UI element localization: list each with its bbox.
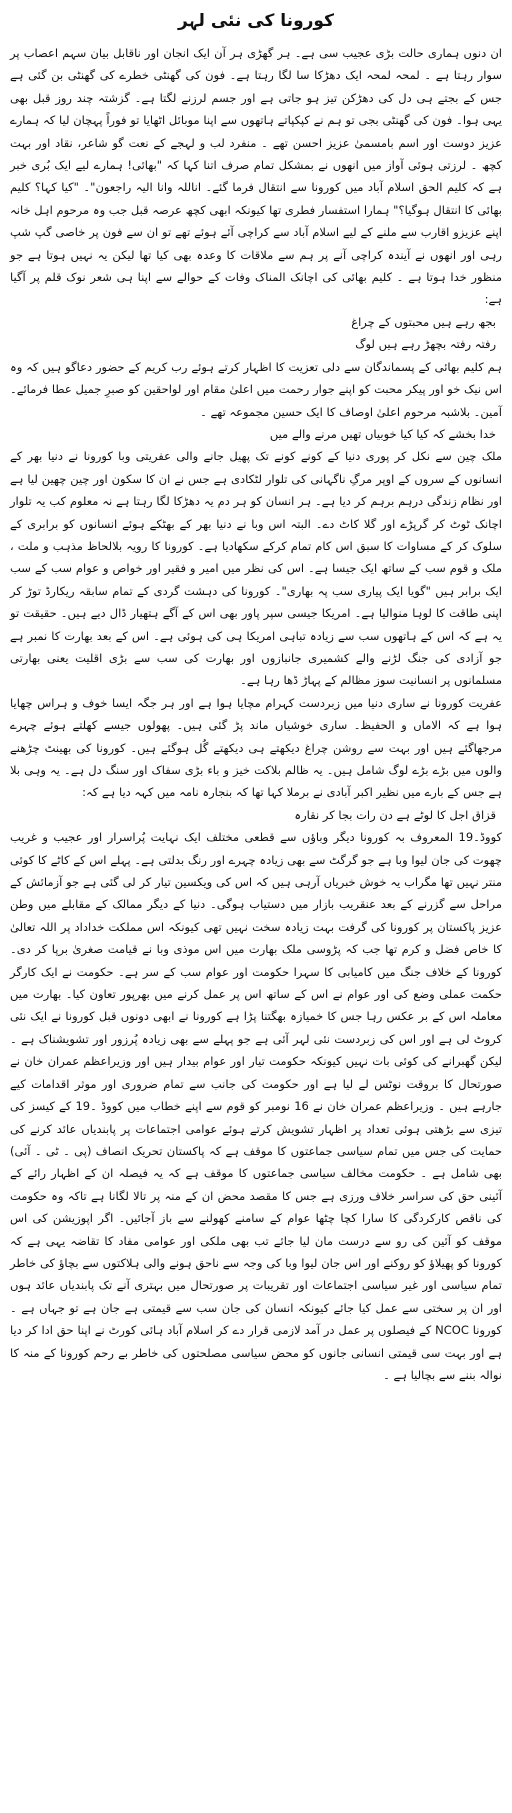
verse-line-1: بجھ رہے ہیں محبتوں کے چراغ — [351, 314, 496, 329]
article-paragraph-2: ہم کلیم بھائی کے پسماندگان سے دلی تعزیت کا اظہار کرتے ہوئے رب کریم کے حضور دعاگو ہیں کہ وہ اس نیک خو اور پیکر محبت کو اپنے جوار رحمت میں اعلیٰ مقام اور لواحقین کو صبرِ جمیل عطا فرمائے۔ آمین۔ بلاشبہ مرحوم اعلیٰ اوصاف کا ایک حسین مجموعہ تھے ۔ — [10, 359, 502, 419]
article-paragraph-1: ان دنوں ہماری حالت بڑی عجیب سی ہے۔ ہر گھڑی ہر آن ایک انجان اور ناقابل بیان سہم اعصاب پر سوار رہتا ہے ۔ لمحہ لمحہ ایک دھڑکا سا لگا رہتا ہے۔ فون کی گھنٹی خطرے کی گھنٹی بن گئی ہے جس کے بجتے ہی دل کی دھڑکن تیز ہو جاتی ہے اور جسم لرزنے لگتا ہے۔ گزشتہ چند روز قبل بھی یہی ہوا۔ فون کی گھنٹی بجی تو ہم نے کپکپاتے ہاتھوں سے اپنا موبائل اٹھایا تو فوراً پہچان لیا کہ ہمارے عزیز دوست اور اسم بامسمیٰ عزیز احسن تھے ۔ منفرد لب و لہجے کے نعت گو شاعر، نقاد اور بہت کچھ ۔ لرزتی ہوئی آواز میں انھوں نے بمشکل تمام صرف اتنا کہا کہ "بھائی! ہمارے لیے ایک بُری خبر ہے کہ کلیم الحق اسلام آباد میں کورونا سے انتقال فرما گئے۔ اناللہ وانا الیہ راجعون"۔ "کیا کہا؟ کلیم بھائی کا انتقال ہوگیا؟" ہمارا استفسار فطری تھا کیونکہ ابھی کچھ عرصہ قبل جب وہ مرحوم اہل خانہ اپنے عزیزو اقارب سے ملنے کے لیے اسلام آباد سے کراچی آئے ہوئے تھے تو ان سے فون پر خاصی گپ شپ رہی اور انھوں نے آیندہ کراچی آنے پر ہم سے ملاقات کا وعدہ بھی کیا تھا لیکن یہ نہیں ہوتا ہے جو منظور خدا ہوتا ہے ۔ کلیم بھائی کی اچانک المناک وفات کے حوالے سے اپنا ہی شعر نوک قلم پر آگیا ہے: — [10, 46, 502, 307]
verse-line-2: رفتہ رفتہ بچھڑ رہے ہیں لوگ — [355, 337, 496, 352]
verse-line-4: قزاق اجل کا لوٹے ہے دن رات بجا کر نقارہ — [294, 807, 496, 822]
article-paragraph-3: ملک چین سے نکل کر پوری دنیا کے کونے کونے تک پھیل جانے والی عفریتی وبا کورونا نے دنیا بھر کے انسانوں کے سروں کے اوپر مرگِ ناگہانی کی تلوار لٹکادی ہے جس نے ان کا سکون اور چین چھین لیا ہے اور نظام زندگی درہم برہم کر دیا ہے۔ ہر انسان کو ہر دم یہ دھڑکا لگا رہتا ہے نہ معلوم کب یہ تلوار اچانک ٹوٹ کر گرپڑے اور گلا کاٹ دے۔ البتہ اس وبا نے دنیا بھر کے بھٹکے ہوئے انسانوں کو برابری کے سلوک کر کے مساوات کا سبق اس کام تمام کرکے سکھادیا ہے۔ کورونا کا رویہ بلالحاظ مذہب و ملت ، ملک و قوم سب کے ساتھ ایک جیسا ہے۔ اس کی نظر میں امیر و فقیر اور خواص و عوام سب کے سب ایک برابر ہیں "گویا ایک پیاری سب پہ بھاری"۔ کورونا کی دہشت گردی کے تمام سابقہ ریکارڈ توڑ کر اپنی طاقت کا لوہا منوالیا ہے۔ امریکا جیسی سپر پاور بھی اس کے آگے ہتھیار ڈال دیے ہیں۔ حقیقت تو یہ ہے کہ اس کے ہاتھوں سب سے زیادہ تباہی امریکا ہی کی ہوئی ہے۔ اس کے بعد بھارت کا نمبر ہے جو آزادی کی جنگ لڑنے والے کشمیری جانبازوں اور بھارت کی سب سے بڑی اقلیت یعنی بھارتی مسلمانوں پر انسانیت سوز مظالم کے پہاڑ ڈھا رہا ہے۔ — [10, 449, 502, 688]
article-title: کورونا کی نئی لہر — [178, 11, 334, 31]
article-paragraph-5: کووڈ۔19 المعروف بہ کورونا دیگر وباؤں سے قطعی مختلف ایک نہایت پُراسرار اور عجیب و غریب چھوت کی جان لیوا وبا ہے جو گرگٹ سے بھی زیادہ چہرے اور رنگ بدلتی ہے۔ پہلے اس کے کاٹے کا کوئی منتر نہیں تھا مگراب یہ خوش خبریاں آرہی ہیں کہ اس کی ویکسین تیار کر لی گئی ہے جو آزمائش کے مراحل سے گزرنے کے بعد عنقریب بازار میں دستیاب ہوگی۔ دنیا کے دیگر ممالک کے مقابلے میں وطن عزیز پاکستان پر کورونا کی گرفت بہت زیادہ سخت نہیں تھی کیونکہ اس مملکت خداداد پر اللہ تعالیٰ کا خاص فضل و کرم تھا جب کہ پڑوسی ملک بھارت میں اس موذی وبا نے قیامت صغریٰ برپا کر دی۔ کورونا کے خلاف جنگ میں کامیابی کا سہرا حکومت اور عوام سب کے سر ہے۔ حکومت نے ایک کارگر حکمت عملی وضع کی اور عوام نے اس کے ساتھ اس پر عمل کرنے میں بھرپور تعاون کیا۔ بھارت میں معاملہ اس کے بر عکس رہا جس کا خمیازہ بھگتنا پڑا ہے کورونا نے ابھی دونوں قبل کورونا نے ایک نئی کروٹ لی ہے اور اس کی زبردست نئی لہر آئی ہے جو پہلے سے بھی زیادہ پُرزور اور تشویشناک ہے ۔ لیکن گھبرانے کی کوئی بات نہیں کیونکہ حکومت تیار اور عوام بیدار ہیں اور وزیراعظم عمران خان نے صورتحال کا بروقت نوٹس لے لیا ہے اور حکومت کی جانب سے تمام ضروری اور موثر اقدامات کیے جارہے ہیں ۔ وزیراعظم عمران خان نے 16 نومبر کو قوم سے اپنے خطاب میں کووڈ ۔19 کے کیسز کی تیزی سے بڑھتی ہوئی تعداد پر اظہار تشویش کرتے ہوئے عوامی اجتماعات پر پابندیاں عائد کرنے کی حمایت کی جس میں تمام سیاسی جماعتوں کا موقف ہے کہ پاکستان تحریک انصاف (پی ۔ ٹی ۔ آئی) بھی شامل ہے ۔ حکومت مخالف سیاسی جماعتوں کا موقف ہے کہ یہ فیصلہ ان کے اظہار رائے کے آئینی حق کی سراسر خلاف ورزی ہے جس کا مقصد محض ان کے منہ پر تالا لگانا ہے تاکہ وہ حکومت کی ناقص کارکردگی کا سارا کچا چٹھا عوام کے سامنے کھولنے سے باز آجائیں۔ اگر اپوزیشن کی اس موقف کو آئین کی رو سے درست مان لیا جائے تب بھی ملکی اور عوامی مفاد کا تقاضہ یہی ہے کہ کورونا کو پھیلاؤ کو روکنے اور اس جان لیوا وبا کی وجہ سے ناحق ہونے والی ہلاکتوں سے بچاؤ کی خاطر تمام سیاسی اور غیر سیاسی اجتماعات اور تقریبات پر صورتحال میں بہتری آنے تک پابندیاں عائد ہوں اور ان پر سختی سے عمل کیا جائے کیونکہ انسان کی جان سب سے قیمتی ہے جان ہے تو جہاں ہے ۔ کورونا NCOC کے فیصلوں پر عمل در آمد لازمی قرار دے کر اسلام آباد ہائی کورٹ نے اپنا حق ادا کر دیا ہے اور بہت سی قیمتی انسانی جانوں کو محض سیاسی مصلحتوں کی خاطر بے رحم کورونا کے منہ کا نوالہ بننے سے بچالیا ہے ۔ — [10, 830, 502, 1382]
article-paragraph-4: عفریت کورونا نے ساری دنیا میں زبردست کہرام مچایا ہوا ہے اور ہر جگہ ایسا خوف و ہراس چھایا ہوا ہے کہ الاماں و الحفیظ۔ ساری خوشیاں ماند پڑ گئی ہیں۔ پھولوں جیسے کھلتے ہوئے چہرے مرجھاگئے ہیں اور بہت سے روشن چراغ دیکھتے ہی دیکھتے گُل ہوگئے ہیں۔ کورونا کی بھینٹ چڑھنے والوں میں بڑے بڑے لوگ شامل ہیں۔ یہ ظالم بلاکت خیز و باء بڑی سفاک اور سنگ دل ہے۔ یہ وہی بلا ہے جس کے بارے میں نظیر اکبر آبادی نے برملا کہا تھا کہ بنجارہ نامہ میں کہہ دیا ہے کہ: — [10, 695, 502, 800]
verse-line-3: خدا بخشے کہ کیا کیا خوبیاں تھیں مرنے والے میں — [269, 426, 496, 441]
